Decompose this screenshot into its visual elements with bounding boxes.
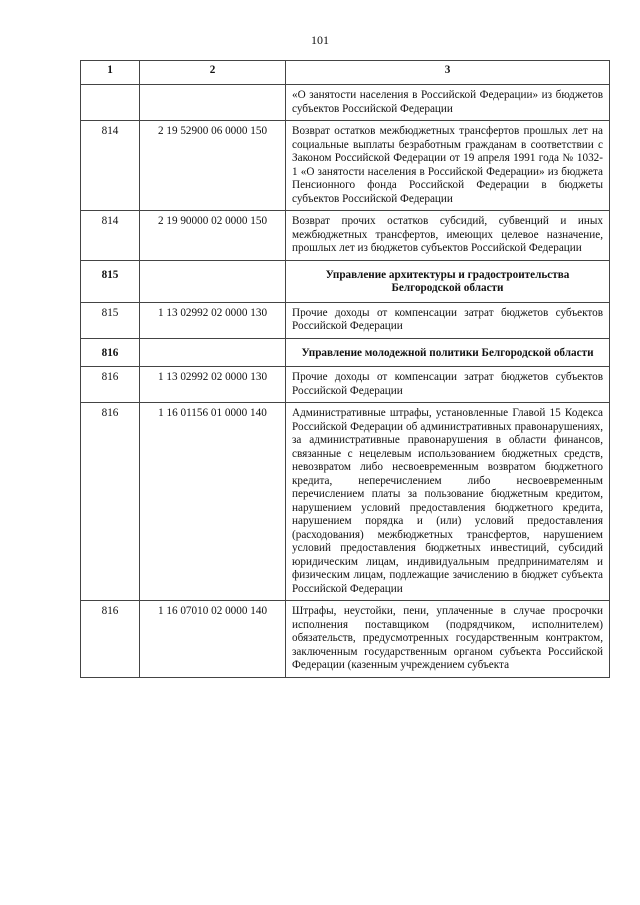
description-cell: Штрафы, неустойки, пени, уплаченные в случае просрочки исполнения поставщиком (подрядчиком, исполнителем) обязательств, предусмотренных государственным контрактом, заключенным государственным органом субъекта Российской Федерации (казенным учреждением субъекта	[286, 601, 610, 678]
revenue-code-cell	[140, 338, 286, 367]
table-row	[81, 403, 610, 601]
admin-code-cell: 816	[81, 601, 140, 678]
column-header-1: 1	[81, 61, 140, 85]
page-number: 101	[311, 33, 329, 47]
admin-code-cell: 816	[81, 403, 140, 601]
column-header-2: 2	[140, 61, 286, 85]
revenue-code-cell: 1 16 07010 02 0000 140	[140, 601, 286, 678]
admin-code-cell: 814	[81, 121, 140, 211]
table-row	[81, 367, 610, 403]
revenue-code-cell: 1 13 02992 02 0000 130	[140, 302, 286, 338]
table-row	[81, 601, 610, 678]
table-row	[81, 211, 610, 261]
department-row	[81, 338, 610, 367]
budget-classification-table	[80, 60, 610, 678]
table-row	[81, 302, 610, 338]
revenue-code-cell	[140, 260, 286, 302]
admin-code-cell	[81, 85, 140, 121]
description-cell: «О занятости населения в Российской Федерации» из бюджетов субъектов Российской Федерации	[286, 85, 610, 121]
description-cell: Возврат остатков межбюджетных трансфертов прошлых лет на социальные выплаты безработным гражданам в соответствии с Законом Российской Федерации от 19 апреля 1991 года № 1032-1 «О занятости населения в Российской Федерации» из бюджета Пенсионного фонда Российской Федерации в бюджеты субъектов Российской Федерации	[286, 121, 610, 211]
description-cell: Возврат прочих остатков субсидий, субвенций и иных межбюджетных трансфертов, имеющих целевое назначение, прошлых лет из бюджетов субъектов Российской Федерации	[286, 211, 610, 261]
revenue-code-cell: 2 19 52900 06 0000 150	[140, 121, 286, 211]
department-name-cell: Управление архитектуры и градостроительства Белгородской области	[286, 260, 610, 302]
description-cell: Административные штрафы, установленные Главой 15 Кодекса Российской Федерации об административных правонарушениях, за административные правонарушения в области финансов, связанные с нецелевым использованием бюджетных средств, невозвратом либо несвоевременным возвратом бюджетного кредита, неперечислением либо несвоевременным перечислением платы за пользование бюджетным кредитом, нарушением условий предоставления бюджетного кредита, нарушением порядка и (или) условий предоставления (расходования) межбюджетных трансфертов, нарушением условий предоставления бюджетных инвестиций, субсидий юридическим лицам, индивидуальным предпринимателям и физическим лицам, подлежащие зачислению в бюджет субъекта Российской Федерации	[286, 403, 610, 601]
table-row	[81, 121, 610, 211]
description-cell: Прочие доходы от компенсации затрат бюджетов субъектов Российской Федерации	[286, 302, 610, 338]
table-header-row	[81, 61, 610, 85]
admin-code-cell: 814	[81, 211, 140, 261]
admin-code-cell: 815	[81, 260, 140, 302]
admin-code-cell: 815	[81, 302, 140, 338]
description-cell: Прочие доходы от компенсации затрат бюджетов субъектов Российской Федерации	[286, 367, 610, 403]
department-row	[81, 260, 610, 302]
revenue-code-cell: 1 16 01156 01 0000 140	[140, 403, 286, 601]
admin-code-cell: 816	[81, 338, 140, 367]
revenue-code-cell	[140, 85, 286, 121]
department-name-cell: Управление молодежной политики Белгородской области	[286, 338, 610, 367]
table-row	[81, 85, 610, 121]
admin-code-cell: 816	[81, 367, 140, 403]
revenue-code-cell: 1 13 02992 02 0000 130	[140, 367, 286, 403]
column-header-3: 3	[286, 61, 610, 85]
revenue-code-cell: 2 19 90000 02 0000 150	[140, 211, 286, 261]
